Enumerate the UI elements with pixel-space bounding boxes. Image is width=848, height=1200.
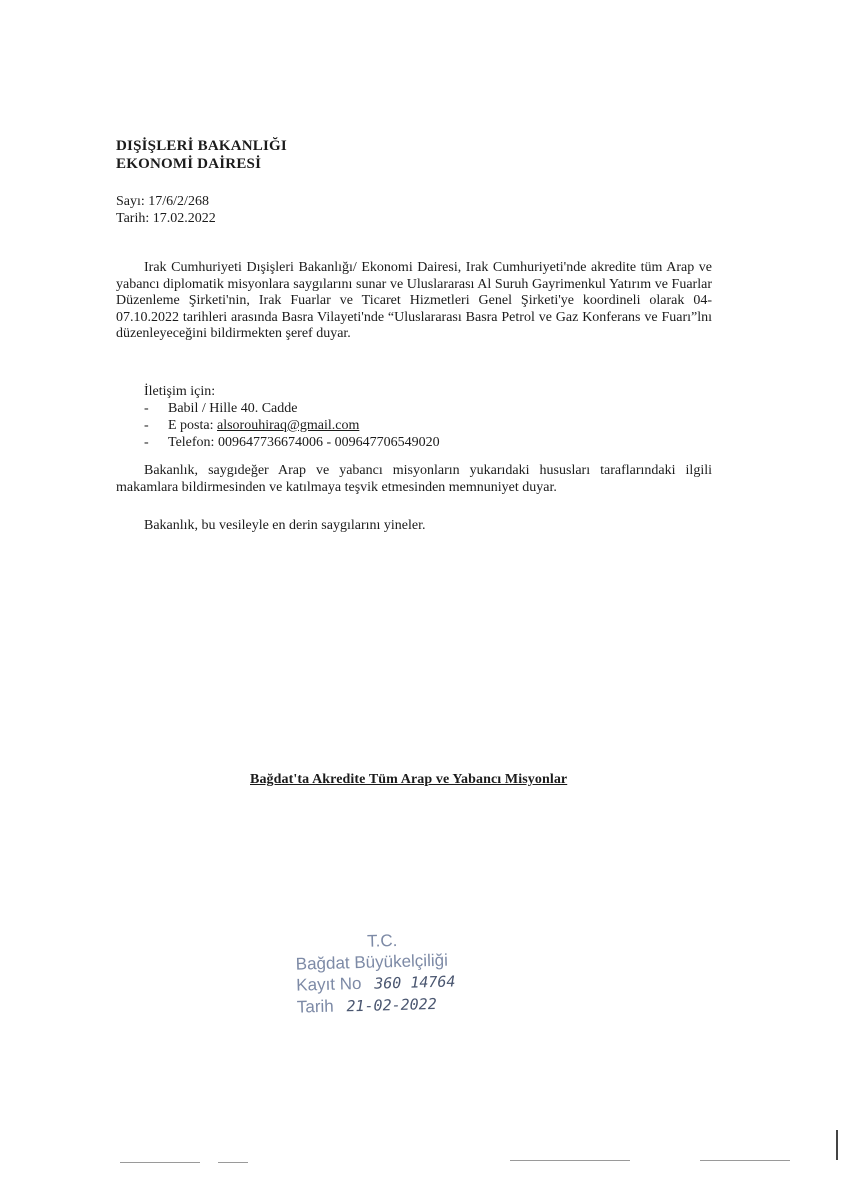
email-label: E posta: xyxy=(168,418,217,433)
list-dash: - xyxy=(144,418,149,433)
document-date: Tarih: 17.02.2022 xyxy=(116,211,216,226)
stamp-date-label: Tarih xyxy=(296,996,334,1017)
document-meta xyxy=(116,193,216,227)
stamp-registry-number: 360 14764 xyxy=(373,972,456,993)
scan-artifact-line xyxy=(700,1160,790,1161)
list-dash: - xyxy=(144,435,149,450)
main-paragraph: Irak Cumhuriyeti Dışişleri Bakanlığı/ Ekonomi Dairesi, Irak Cumhuriyeti'nde akredite tüm Arap ve yabancı diplomatik misyonlara saygılarını sunar ve Uluslararası Al Suruh Gayrimenkul Yatırım ve Fuarlar Düzenleme Şirketi'nin, Irak Fuarlar ve Ticaret Hizmetleri Genel Şirketi'ye koordineli olarak 04-07.10.2022 tarihleri arasında Basra Vilayeti'nde “Uluslararası Basra Petrol ve Gaz Konferans ve Fuarı”lnı düzenleyeceğini bildirmekten şeref duyar. xyxy=(116,260,712,341)
stamp-date-row xyxy=(297,991,498,1018)
contact-address: Babil / Hille 40. Cadde xyxy=(168,401,298,416)
list-item xyxy=(144,434,440,451)
ministry-name: DIŞİŞLERİ BAKANLIĞI xyxy=(116,138,287,154)
ministry-header xyxy=(116,137,287,173)
closing-paragraph: Bakanlık, bu vesileyle en derin saygılarını yineler. xyxy=(144,518,426,533)
stamp-date-value: 21-02-2022 xyxy=(346,994,437,1016)
list-dash: - xyxy=(144,401,149,416)
contact-list xyxy=(144,400,440,451)
list-item xyxy=(144,417,440,434)
contact-heading: İletişim için: xyxy=(144,384,216,399)
contact-block xyxy=(144,383,440,451)
registry-stamp xyxy=(295,927,497,1018)
scan-artifact-line xyxy=(120,1162,200,1163)
list-item xyxy=(144,400,440,417)
scan-artifact-edge xyxy=(836,1130,838,1160)
addressee-line: Bağdat'ta Akredite Tüm Arap ve Yabancı Misyonlar xyxy=(250,772,568,787)
reference-number: Sayı: 17/6/2/268 xyxy=(116,194,209,209)
email-link[interactable]: alsorouhiraq@gmail.com xyxy=(217,418,360,433)
scan-artifact-line xyxy=(218,1162,248,1163)
stamp-registry-label: Kayıt No xyxy=(296,973,362,995)
stamp-embassy: Bağdat Büyükelçiliği xyxy=(295,950,449,974)
department-name: EKONOMİ DAİRESİ xyxy=(116,156,262,172)
contact-phone: Telefon: 009647736674006 - 009647706549020 xyxy=(168,435,440,450)
request-paragraph: Bakanlık, saygıdeğer Arap ve yabancı misyonların yukarıdaki hususları taraflarındaki ilgili makamlara bildirmesinden ve katılmaya teşvik etmesinden memnuniyet duyar. xyxy=(116,463,712,495)
scan-artifact-line xyxy=(510,1160,630,1161)
stamp-tc: T.C. xyxy=(366,930,398,951)
